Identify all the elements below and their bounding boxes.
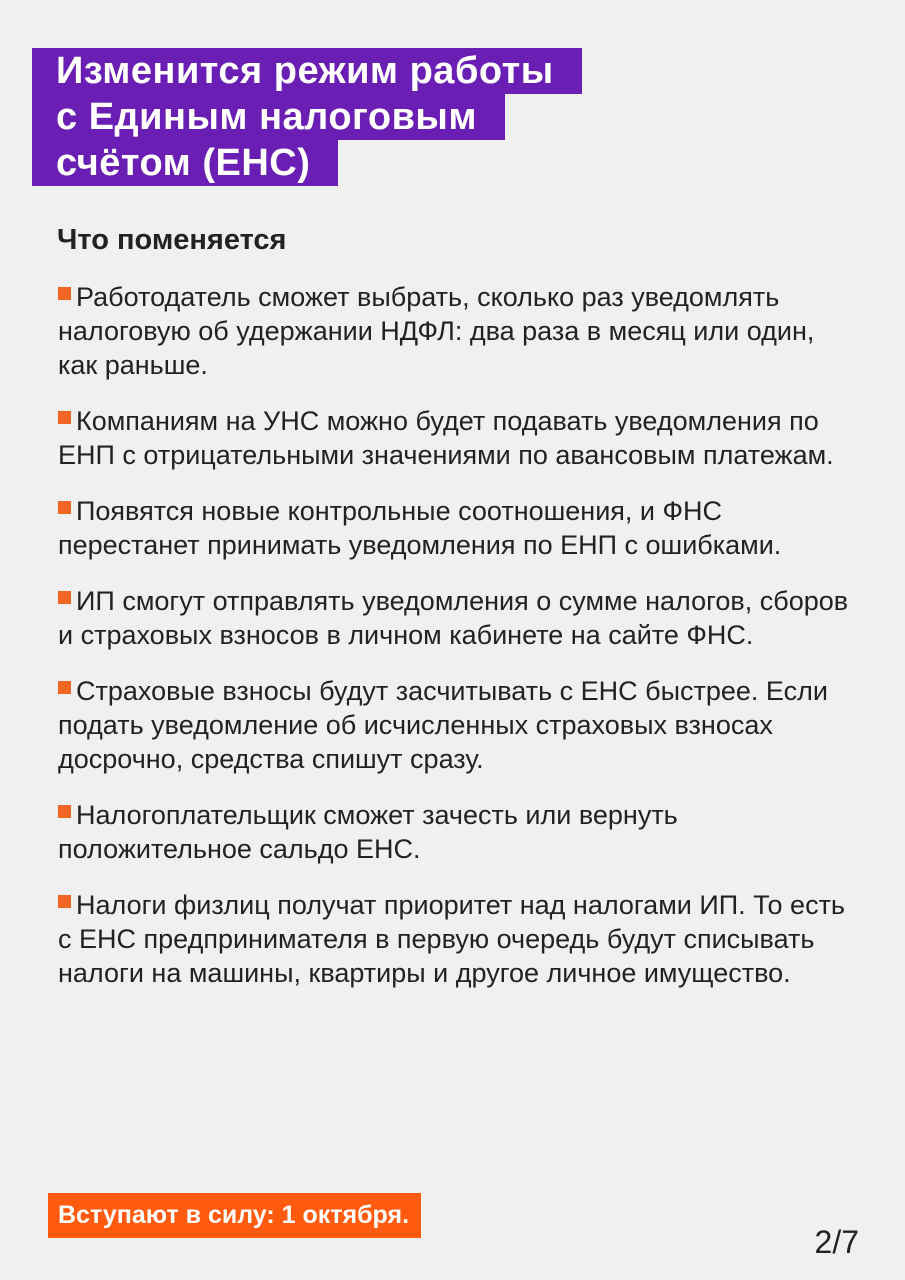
effective-date-badge: Вступают в силу: 1 октября. bbox=[48, 1193, 421, 1238]
list-item-text: Появятся новые контрольные соотношения, и ФНС перестанет принимать уведомления по ЕНП с ошибками. bbox=[58, 496, 782, 560]
list-item-text: Компаниям на УНС можно будет подавать уведомления по ЕНП с отрицательными значениями по авансовым платежам. bbox=[58, 406, 834, 470]
list-item bbox=[58, 280, 858, 382]
list-item-text: Налогоплательщик сможет зачесть или вернуть положительное сальдо ЕНС. bbox=[58, 800, 678, 864]
list-item bbox=[58, 494, 858, 562]
section-heading: Что поменяется bbox=[57, 224, 287, 256]
list-item bbox=[58, 674, 858, 776]
changes-list bbox=[58, 280, 858, 1012]
list-item-text: Налоги физлиц получат приоритет над налогами ИП. То есть с ЕНС предпринимателя в первую очередь будут списывать налоги на машины, квартиры и другое личное имущество. bbox=[58, 890, 845, 988]
list-item bbox=[58, 584, 858, 652]
list-item bbox=[58, 404, 858, 472]
title-line-3: счётом (ЕНС) bbox=[32, 140, 338, 186]
title-block bbox=[32, 48, 582, 186]
bullet-square-icon bbox=[58, 411, 71, 424]
list-item bbox=[58, 888, 858, 990]
bullet-square-icon bbox=[58, 287, 71, 300]
bullet-square-icon bbox=[58, 681, 71, 694]
bullet-square-icon bbox=[58, 895, 71, 908]
page-number: 2/7 bbox=[814, 1224, 859, 1260]
list-item-text: Страховые взносы будут засчитывать с ЕНС быстрее. Если подать уведомление об исчисленных страховых взносах досрочно, средства спишут сразу. bbox=[58, 676, 828, 774]
list-item bbox=[58, 798, 858, 866]
title-line-2: с Единым налоговым bbox=[32, 94, 505, 140]
bullet-square-icon bbox=[58, 591, 71, 604]
list-item-text: Работодатель сможет выбрать, сколько раз уведомлять налоговую об удержании НДФЛ: два раза в месяц или один, как раньше. bbox=[58, 282, 815, 380]
bullet-square-icon bbox=[58, 501, 71, 514]
list-item-text: ИП смогут отправлять уведомления о сумме налогов, сборов и страховых взносов в личном кабинете на сайте ФНС. bbox=[58, 586, 849, 650]
title-line-1: Изменится режим работы bbox=[32, 48, 582, 94]
bullet-square-icon bbox=[58, 805, 71, 818]
